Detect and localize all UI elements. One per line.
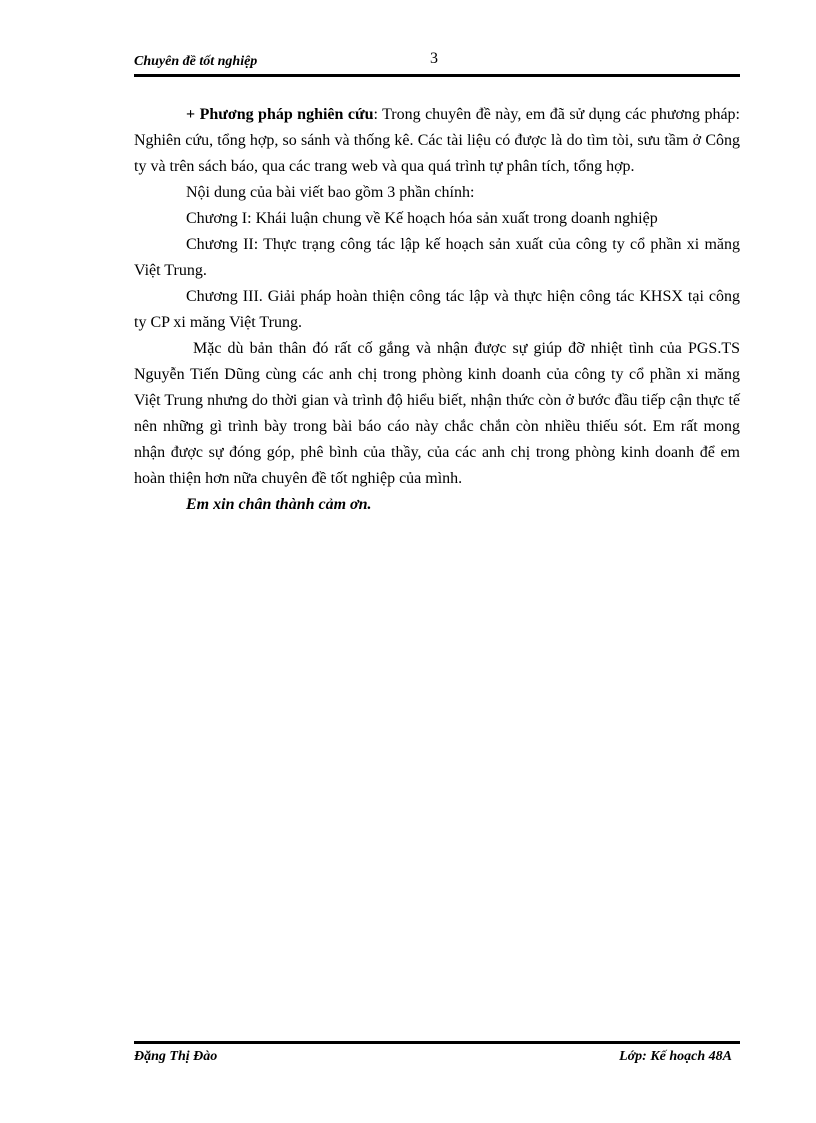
page-header	[134, 52, 740, 78]
paragraph-structure-intro: Nội dung của bài viết bao gồm 3 phần chính:	[186, 184, 475, 201]
footer-author: Đặng Thị Đào	[134, 1049, 218, 1064]
paragraph-acknowledgement: Mặc dù bản thân đó rất cố gắng và nhận được sự giúp đỡ nhiệt tình của PGS.TS Nguyễn Tiến Dũng cùng các anh chị trong phòng kinh doanh của công ty cổ phần xi măng Việt Trung nhưng do thời gian và trình độ hiểu biết, nhận thức còn ở bước đầu tiếp cận thực tế nên những gì trình bày trong bài báo cáo này chắc chắn còn nhiều thiếu sót. Em rất mong nhận được sự đóng góp, phê bình của thầy, của các anh chị trong phòng kinh doanh để em hoàn thiện hơn nữa chuyên đề tốt nghiệp của mình.	[134, 340, 740, 487]
header-title: Chuyên đề tốt nghiệp	[134, 54, 258, 69]
page-footer	[134, 1041, 740, 1067]
document-body	[134, 102, 740, 518]
paragraph-research-methods	[134, 102, 740, 180]
footer-rule	[134, 1041, 740, 1044]
research-methods-text: : Trong chuyên đề này, em đã sử dụng các phương pháp: Nghiên cứu, tổng hợp, so sánh và thống kê. Các tài liệu có được là do tìm tòi, sưu tầm ở Công ty và trên sách báo, qua các trang web và qua quá trình tự phân tích, tổng hợp.	[134, 106, 741, 175]
footer-class: Lớp: Kế hoạch 48A	[619, 1049, 732, 1064]
paragraph-chapter-3: Chương III. Giải pháp hoàn thiện công tác lập và thực hiện công tác KHSX tại công ty CP xi măng Việt Trung.	[134, 288, 740, 331]
closing-thanks: Em xin chân thành cảm ơn.	[186, 496, 372, 513]
paragraph-chapter-1: Chương I: Khái luận chung về Kế hoạch hóa sản xuất trong doanh nghiệp	[186, 210, 658, 227]
paragraph-chapter-2: Chương II: Thực trạng công tác lập kế hoạch sản xuất của công ty cổ phần xi măng Việt Trung.	[134, 236, 740, 279]
research-methods-heading: + Phương pháp nghiên cứu	[186, 106, 374, 123]
page-number: 3	[430, 50, 438, 67]
header-rule	[134, 74, 740, 77]
